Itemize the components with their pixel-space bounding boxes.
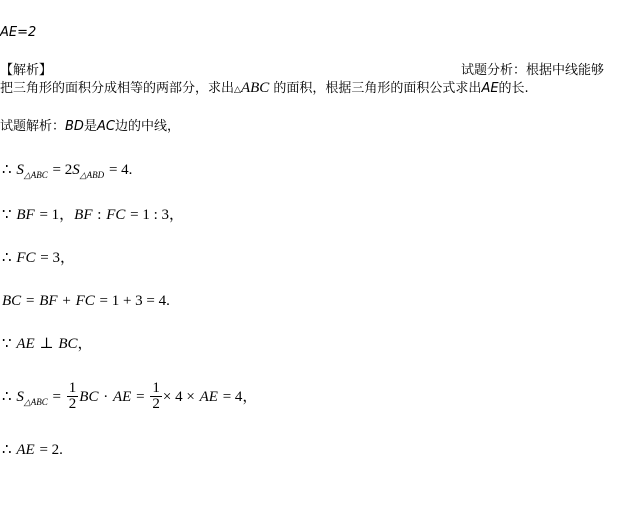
triangle-symbol: △	[234, 85, 241, 95]
triangle-label: ABC	[240, 80, 270, 96]
analysis-body-text-3: 的长.	[498, 81, 529, 96]
word-is: 是	[83, 119, 97, 134]
answer-text: AE=2	[0, 25, 37, 40]
analysis-header: 【解析】	[0, 63, 53, 78]
step-7: ∴ AE = 2.	[2, 442, 63, 458]
step-2: ∵ BF = 1，BF : FC = 1 : 3，	[2, 207, 185, 223]
analysis-body	[0, 79, 529, 99]
step-4: BC = BF + FC = 1 + 3 = 4.	[2, 293, 170, 309]
step-1: ∴ $S_{\triangle ABC} = 2S_{\triangle ABD} = 4$.	[2, 162, 133, 180]
fraction-half-2: $\frac{1}{2}$	[152, 380, 160, 412]
segment-bd: BD	[65, 119, 84, 134]
analysis-body-text-2: 的面积，根据三角形的面积公式求出	[273, 81, 482, 96]
step-6: ∴ $S_{\triangle ABC}$ = $\frac{1}{2}$ BC · AE = $\frac{1}{2}$ × 4 × AE = 4，	[2, 380, 258, 412]
median-text: 边的中线，	[114, 119, 180, 134]
analysis-intro: 试题分析：根据中线能够	[461, 63, 605, 78]
solution-label: 试题解析：	[0, 119, 66, 134]
analysis-body-text: 把三角形的面积分成相等的两部分，求出	[0, 81, 235, 96]
solution-label-line	[0, 118, 180, 136]
step-3: ∴ FC = 3，	[2, 250, 75, 266]
fraction-half: $\frac{1}{2}$	[68, 380, 77, 412]
step-5: ∵ AE ⊥ BC，	[2, 336, 93, 352]
segment-ae: AE	[481, 81, 499, 96]
segment-ac: AC	[96, 119, 115, 134]
